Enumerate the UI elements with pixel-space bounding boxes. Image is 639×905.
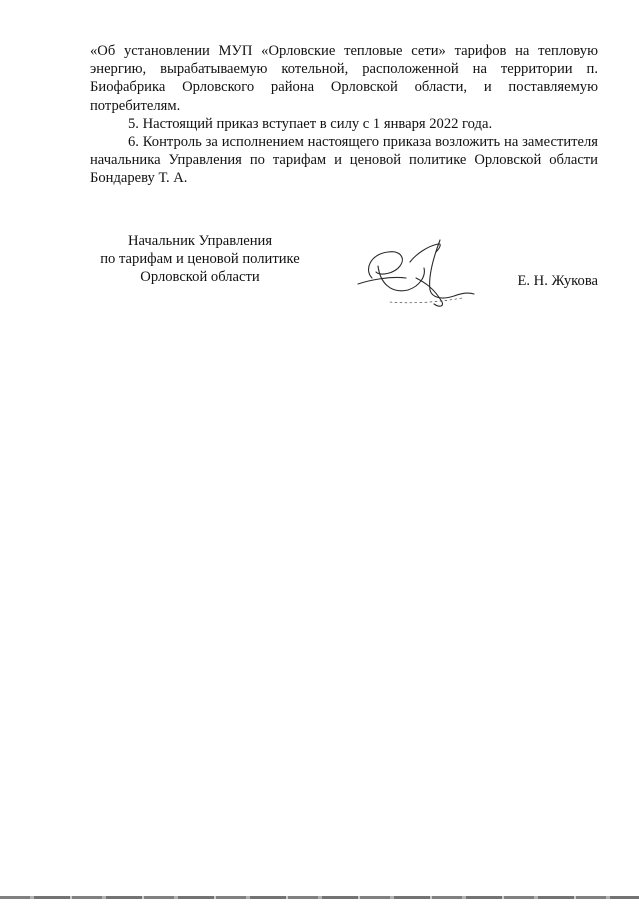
signer-position-line-1: Начальник Управления (127, 233, 273, 249)
signer-position-line-3: Орловской области (140, 269, 260, 286)
signature-block (70, 232, 598, 312)
signer-name: Е. Н. Жукова (517, 273, 598, 289)
scan-bottom-edge (0, 896, 639, 899)
paragraph-item-6: 6. Контроль за исполнением настоящего приказа возложить на заместителя начальника Управления по тарифам и ценовой политике Орловской области Бондареву Т. А. (90, 134, 598, 187)
handwritten-signature-icon (350, 232, 480, 312)
signer-position-line-2: по тарифам и ценовой политике (100, 251, 300, 268)
signer-position (70, 232, 330, 287)
paragraph-continuation: «Об установлении МУП «Орловские тепловые сети» тарифов на тепловую энергию, вырабатываемую котельной, расположенной на территории п. Биофабрика Орловского района Орловской области, и поставляемую потребителям. (90, 43, 598, 114)
document-body (90, 42, 598, 188)
paragraph-item-5: 5. Настоящий приказ вступает в силу с 1 января 2022 года. (128, 115, 493, 132)
